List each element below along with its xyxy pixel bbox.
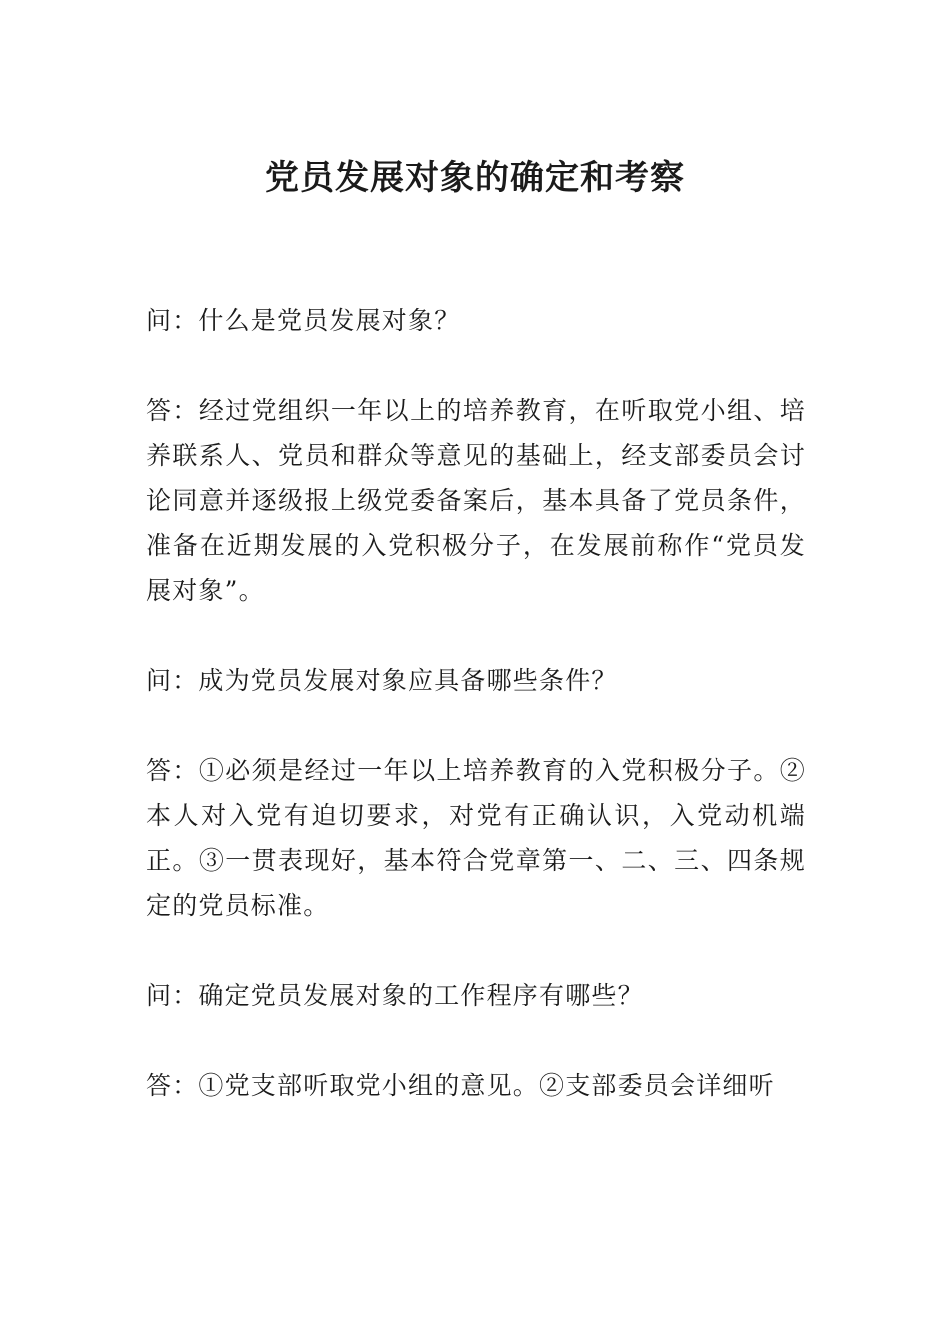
question-1: 问：什么是党员发展对象？ — [146, 306, 461, 335]
answer-1: 答：经过党组织一年以上的培养教育，在听取党小组、培养联系人、党员和群众等意见的基础上，经支部委员会讨论同意并逐级报上级党委备案后，基本具备了党员条件，准备在近期发展的入党积极分子，在发展前称作“党员发展对象”。 — [146, 396, 806, 605]
document-body — [146, 298, 806, 1153]
question-3: 问：确定党员发展对象的工作程序有哪些？ — [146, 981, 644, 1010]
question-2: 问：成为党员发展对象应具备哪些条件？ — [146, 666, 618, 695]
document-title: 党员发展对象的确定和考察 — [265, 158, 685, 198]
answer-2: 答：①必须是经过一年以上培养教育的入党积极分子。② 本人对入党有迫切要求，对党有正确认识，入党动机端正。③一贯表现好，基本符合党章第一、二、三、四条规定的党员标准。 — [146, 756, 806, 920]
answer-3: 答：①党支部听取党小组的意见。②支部委员会详细听 — [146, 1071, 775, 1100]
